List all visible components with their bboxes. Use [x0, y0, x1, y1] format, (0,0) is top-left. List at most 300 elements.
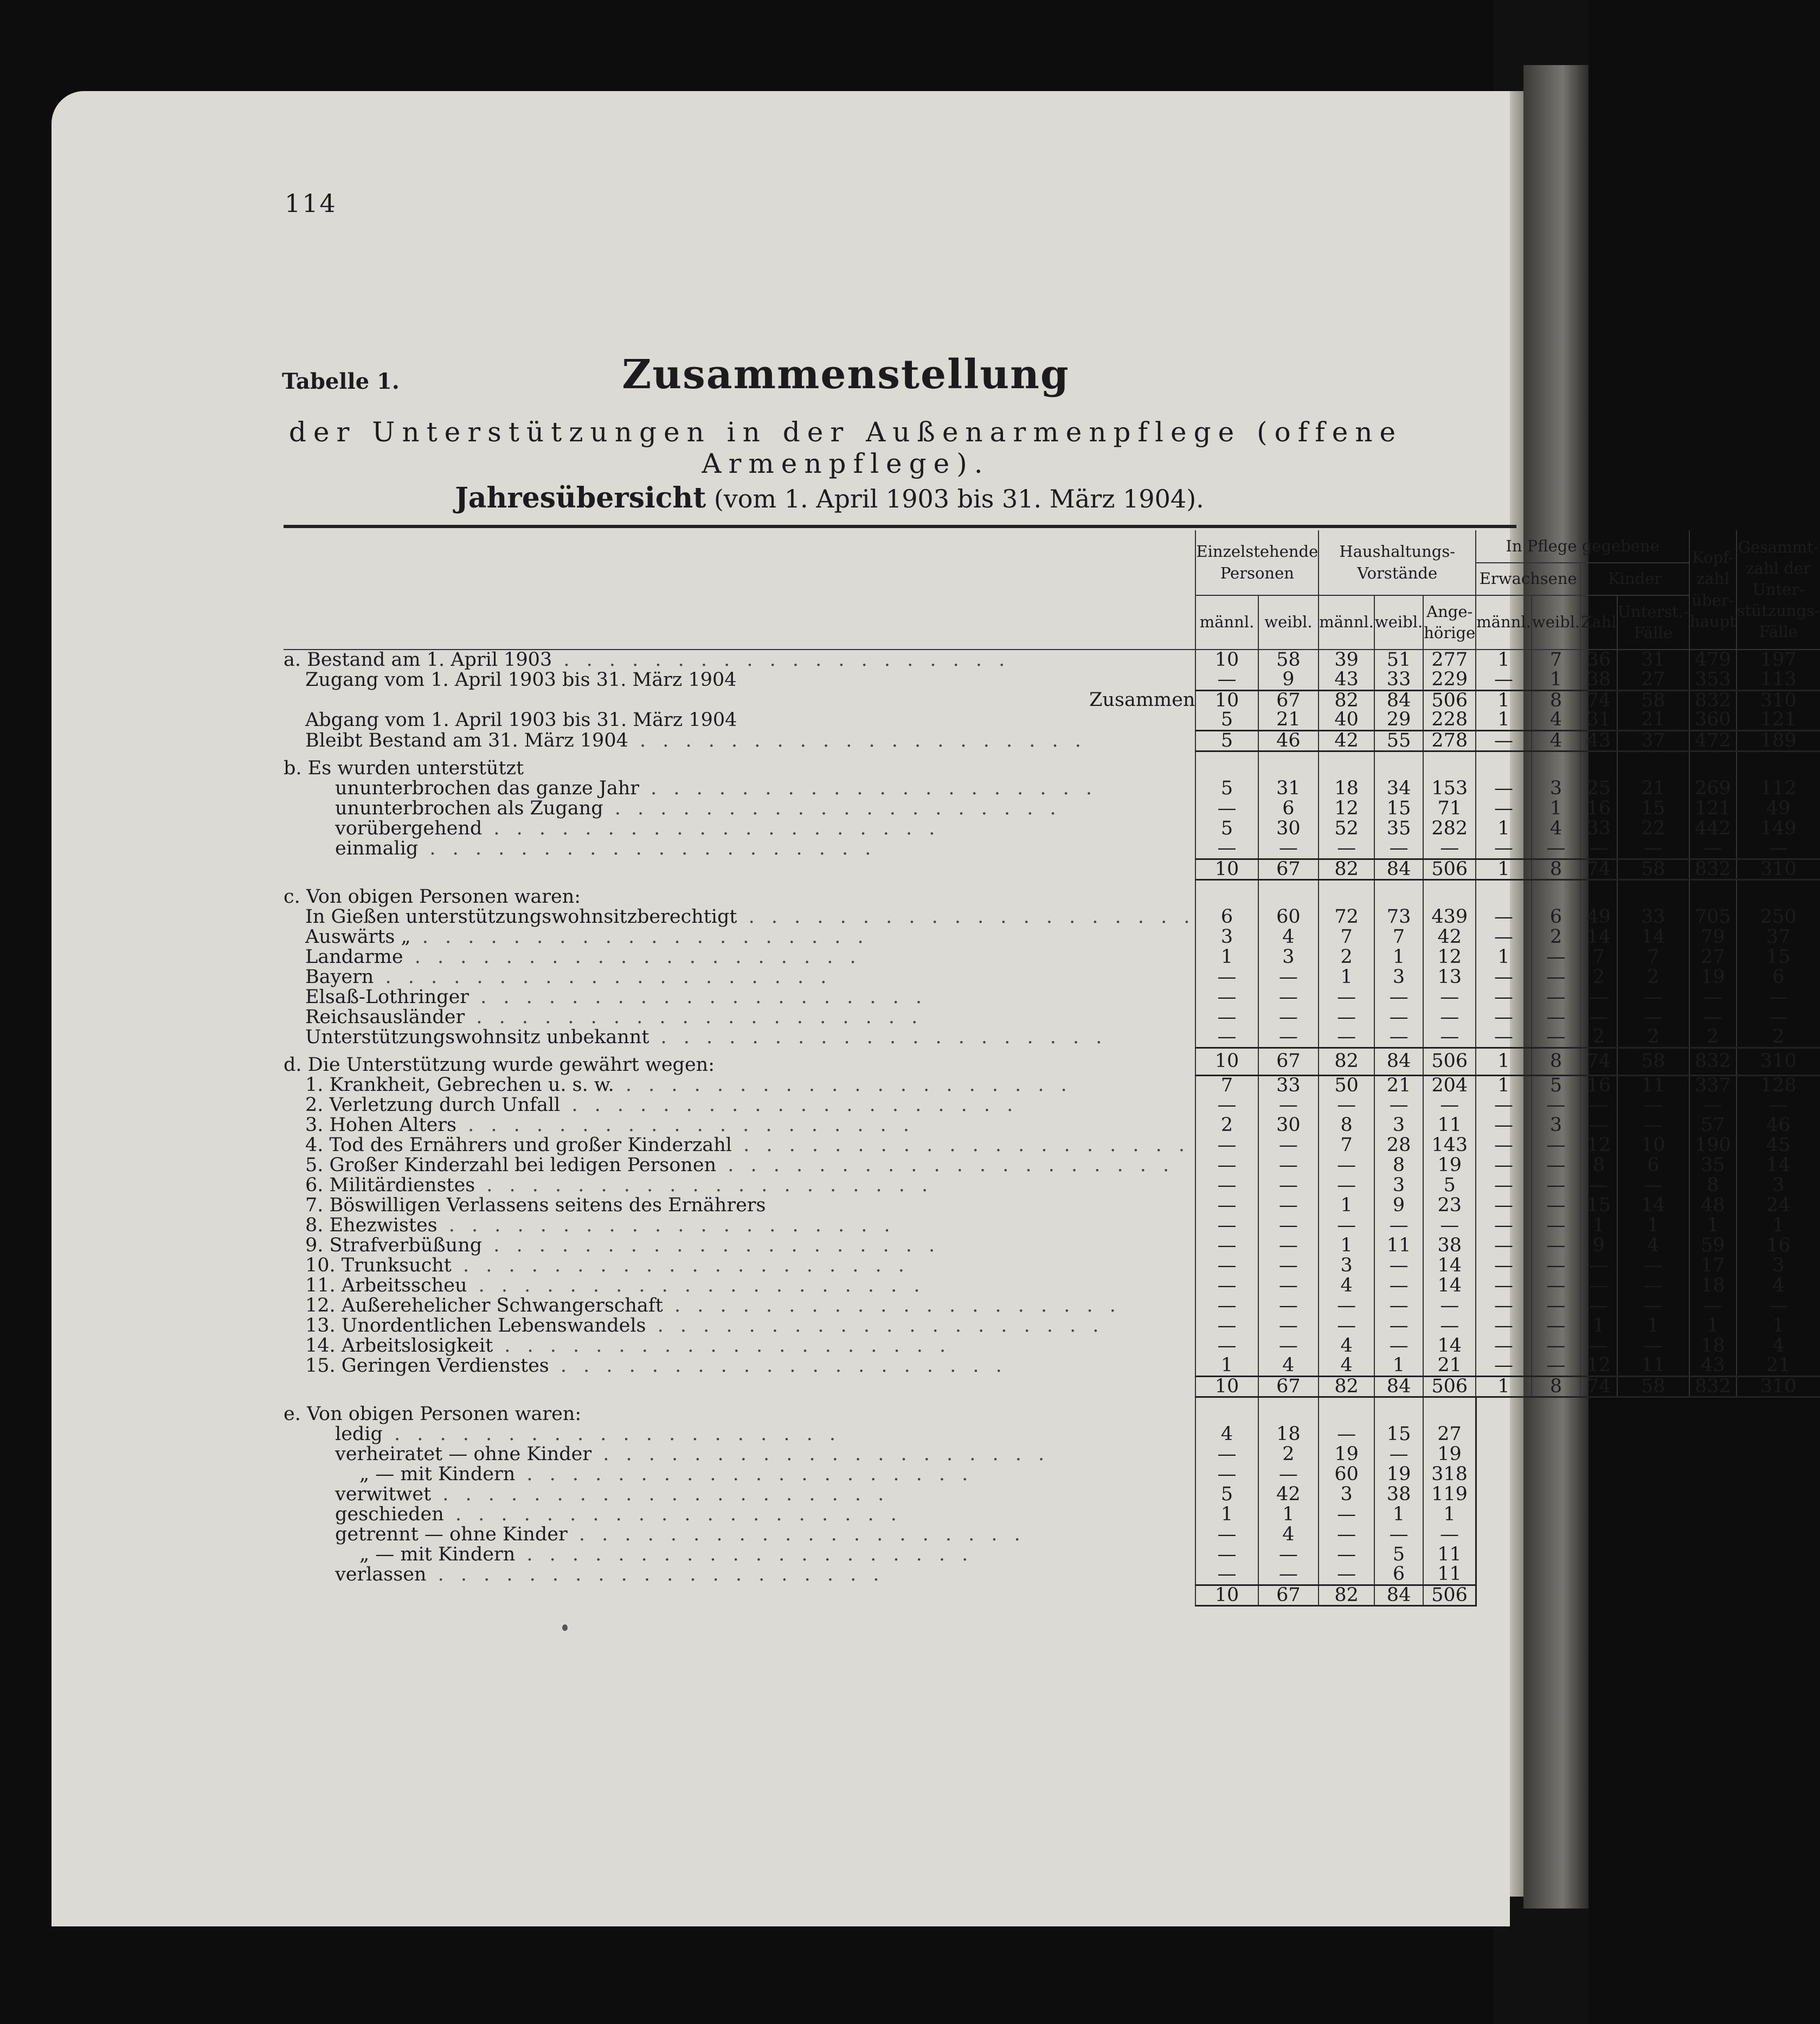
- table-cell: 67: [1258, 1585, 1319, 1605]
- row-label: [284, 690, 1195, 710]
- table-cell: 43: [1689, 1356, 1737, 1376]
- table-cell: —: [1476, 1095, 1532, 1115]
- table-cell: —: [1195, 1216, 1258, 1236]
- header-haushaltungsvorstaende: Haushaltungs-Vorstände: [1319, 530, 1476, 595]
- table-cell: 2: [1617, 1027, 1689, 1048]
- table-row: [284, 1444, 1820, 1464]
- leader-dots: . . . . . . . . . . . . . . . . . . . .: [628, 729, 1086, 751]
- table-cell: 2: [1689, 1027, 1737, 1048]
- table-cell: 832: [1689, 859, 1737, 879]
- table-cell: —: [1476, 670, 1532, 690]
- header-maennl-1: männl.: [1195, 595, 1258, 650]
- table-cell: —: [1532, 1155, 1580, 1175]
- table-cell: —: [1319, 1565, 1374, 1585]
- table-cell: 40: [1319, 710, 1374, 730]
- table-row: [284, 1196, 1820, 1216]
- table-cell: 128: [1737, 1075, 1820, 1095]
- row-label: [284, 1135, 1195, 1155]
- table-cell: —: [1532, 1236, 1580, 1256]
- header-kinder: Kinder: [1580, 563, 1689, 595]
- empty-filler: [1476, 1585, 1819, 1605]
- table-cell: 19: [1374, 1464, 1423, 1485]
- table-cell: —: [1258, 1545, 1319, 1565]
- leader-dots: . . . . . . . . . . . . . . . . . . . .: [716, 1154, 1175, 1176]
- table-cell: [1258, 751, 1319, 779]
- row-label: [284, 1525, 1195, 1545]
- table-cell: 60: [1258, 907, 1319, 927]
- table-cell: —: [1423, 1216, 1476, 1236]
- table-cell: [1258, 879, 1319, 907]
- table-row: [284, 1296, 1820, 1316]
- table-cell: 82: [1319, 1048, 1374, 1075]
- table-cell: —: [1532, 1296, 1580, 1316]
- table-cell: —: [1689, 1296, 1737, 1316]
- row-label: [284, 1485, 1195, 1505]
- table-cell: 3: [1737, 1175, 1820, 1196]
- row-label-text: d. Die Unterstützung wurde gewährt wegen:: [284, 1054, 715, 1076]
- table-cell: 7: [1319, 927, 1374, 947]
- table-cell: —: [1258, 1276, 1319, 1296]
- table-cell: 1: [1195, 1356, 1258, 1376]
- table-cell: 439: [1423, 907, 1476, 927]
- table-cell: 51: [1374, 650, 1423, 670]
- table-cell: [1319, 879, 1374, 907]
- ink-speck: [562, 1624, 568, 1631]
- table-row: [284, 690, 1820, 710]
- table-cell: —: [1319, 839, 1374, 859]
- table-cell: 15: [1374, 1424, 1423, 1444]
- table-cell: [1374, 751, 1423, 779]
- table-cell: —: [1258, 1216, 1319, 1236]
- table-row: [284, 1316, 1820, 1336]
- table-cell: —: [1374, 1444, 1423, 1464]
- table-cell: 3: [1374, 1115, 1423, 1135]
- table-cell: [1476, 879, 1532, 907]
- table-cell: 8: [1374, 1155, 1423, 1175]
- row-label: [284, 1565, 1195, 1585]
- row-label: [284, 1444, 1195, 1464]
- table-cell: —: [1195, 1175, 1258, 1196]
- empty-filler: [1476, 1485, 1819, 1505]
- table-cell: 8: [1532, 1048, 1580, 1075]
- table-row: [284, 1075, 1820, 1095]
- table-cell: —: [1532, 1196, 1580, 1216]
- table-cell: —: [1374, 1216, 1423, 1236]
- table-cell: 42: [1319, 730, 1374, 751]
- table-cell: 33: [1617, 907, 1689, 927]
- table-cell: 21: [1258, 710, 1319, 730]
- table-cell: 1: [1689, 1316, 1737, 1336]
- row-label: [284, 730, 1195, 751]
- header-weibl-2: weibl.: [1374, 595, 1423, 650]
- table-cell: 506: [1423, 859, 1476, 879]
- table-cell: 67: [1258, 859, 1319, 879]
- table-cell: —: [1689, 839, 1737, 859]
- row-label: [284, 907, 1195, 927]
- table-cell: 58: [1617, 859, 1689, 879]
- table-cell: —: [1319, 1175, 1374, 1196]
- table-row: [284, 710, 1820, 730]
- table-cell: —: [1195, 1236, 1258, 1256]
- table-cell: 337: [1689, 1075, 1737, 1095]
- table-cell: —: [1319, 1545, 1374, 1565]
- table-cell: 1: [1374, 1505, 1423, 1525]
- header-angehoerige: Ange-hörige: [1423, 595, 1476, 650]
- table-cell: 1: [1423, 1505, 1476, 1525]
- header-kinder-zahl: Zahl: [1580, 595, 1617, 650]
- row-label-text: 14. Arbeitslosigkeit: [305, 1335, 493, 1357]
- leader-dots: . . . . . . . . . . . . . . . . . . . .: [493, 1335, 951, 1357]
- row-label: [284, 1236, 1195, 1256]
- table-cell: [1737, 879, 1820, 907]
- table-cell: 59: [1689, 1236, 1737, 1256]
- table-cell: 6: [1737, 967, 1820, 987]
- row-label: [284, 967, 1195, 987]
- table-cell: 11: [1617, 1075, 1689, 1095]
- leader-dots: . . . . . . . . . . . . . . . . . . . .: [431, 1483, 890, 1505]
- table-cell: 6: [1374, 1565, 1423, 1585]
- row-label-text: vorübergehend: [335, 818, 483, 839]
- row-label-text: Auswärts „: [305, 926, 411, 948]
- table-cell: 84: [1374, 1376, 1423, 1397]
- table-cell: 278: [1423, 730, 1476, 751]
- table-cell: 12: [1580, 1135, 1617, 1155]
- table-cell: 2: [1532, 927, 1580, 947]
- table-cell: 79: [1689, 927, 1737, 947]
- row-label: [284, 1545, 1195, 1565]
- table-cell: 121: [1689, 799, 1737, 819]
- leader-dots: . . . . . . . . . . . . . . . . . . . .: [403, 946, 861, 968]
- table-cell: 4: [1532, 819, 1580, 839]
- table-cell: 29: [1374, 710, 1423, 730]
- table-cell: 38: [1423, 1236, 1476, 1256]
- table-row: [284, 927, 1820, 947]
- leader-dots: . . . . . . . . . . . . . . . . . . . .: [567, 1524, 1026, 1545]
- table-cell: [1689, 879, 1737, 907]
- table-cell: [1374, 879, 1423, 907]
- table-cell: —: [1374, 1296, 1423, 1316]
- row-label-text: 6. Militärdienstes: [305, 1174, 475, 1196]
- table-cell: 832: [1689, 1376, 1737, 1397]
- table-cell: 19: [1319, 1444, 1374, 1464]
- table-cell: 84: [1374, 859, 1423, 879]
- table-cell: 58: [1617, 690, 1689, 710]
- table-label: Tabelle 1.: [282, 369, 400, 394]
- row-label: [284, 987, 1195, 1007]
- row-label: [284, 927, 1195, 947]
- leader-dots: . . . . . . . . . . . . . . . . . . . .: [591, 1443, 1050, 1465]
- table-cell: —: [1374, 839, 1423, 859]
- table-cell: —: [1476, 1196, 1532, 1216]
- table-cell: —: [1617, 1336, 1689, 1356]
- leader-dots: . . . . . . . . . . . . . . . . . . . .: [426, 1564, 885, 1585]
- table-cell: 35: [1374, 819, 1423, 839]
- row-label: [284, 1376, 1195, 1397]
- table-row: [284, 670, 1820, 690]
- table-cell: 1: [1374, 947, 1423, 967]
- table-cell: 4: [1195, 1424, 1258, 1444]
- table-cell: 43: [1319, 670, 1374, 690]
- table-cell: 9: [1580, 1236, 1617, 1256]
- table-cell: 15: [1737, 947, 1820, 967]
- row-label: [284, 710, 1195, 730]
- table-cell: 4: [1319, 1356, 1374, 1376]
- table-cell: 14: [1580, 927, 1617, 947]
- table-cell: 1: [1580, 1316, 1617, 1336]
- table-cell: 310: [1737, 1048, 1820, 1075]
- table-cell: —: [1319, 1007, 1374, 1027]
- table-cell: 37: [1617, 730, 1689, 751]
- table-cell: [1195, 1397, 1258, 1424]
- table-row: [284, 839, 1820, 859]
- row-label: [284, 799, 1195, 819]
- row-label-text: Reichsausländer: [305, 1006, 465, 1028]
- table-cell: 353: [1689, 670, 1737, 690]
- table-cell: 1: [1476, 1075, 1532, 1095]
- table-row: [284, 1464, 1820, 1485]
- table-cell: 4: [1258, 927, 1319, 947]
- table-cell: [1319, 1397, 1374, 1424]
- table-cell: [1532, 879, 1580, 907]
- table-cell: —: [1476, 1236, 1532, 1256]
- table-cell: —: [1195, 1565, 1258, 1585]
- table-cell: —: [1476, 779, 1532, 799]
- row-label-text: 4. Tod des Ernährers und großer Kinderzahl: [305, 1134, 732, 1156]
- table-cell: 18: [1689, 1336, 1737, 1356]
- table-cell: 33: [1580, 819, 1617, 839]
- row-label: [284, 1424, 1195, 1444]
- row-label-text: 9. Strafverbüßung: [305, 1235, 483, 1256]
- table-cell: 42: [1423, 927, 1476, 947]
- table-cell: 27: [1617, 670, 1689, 690]
- table-cell: 113: [1737, 670, 1820, 690]
- leader-dots: . . . . . . . . . . . . . . . . . . . .: [549, 1355, 1007, 1377]
- table-cell: —: [1580, 839, 1617, 859]
- table-cell: —: [1476, 839, 1532, 859]
- table-cell: 11: [1423, 1545, 1476, 1565]
- table-cell: 5: [1195, 1485, 1258, 1505]
- table-cell: —: [1423, 1095, 1476, 1115]
- row-label: [284, 1505, 1195, 1525]
- table-cell: —: [1476, 927, 1532, 947]
- table-row: [284, 730, 1820, 751]
- table-cell: 7: [1532, 650, 1580, 670]
- table-cell: 14: [1423, 1256, 1476, 1276]
- table-cell: —: [1580, 1095, 1617, 1115]
- row-label: [284, 1356, 1195, 1376]
- table-cell: —: [1476, 1216, 1532, 1236]
- table-cell: 8: [1532, 859, 1580, 879]
- table-cell: 3: [1319, 1485, 1374, 1505]
- table-cell: 21: [1617, 779, 1689, 799]
- table-cell: 14: [1423, 1336, 1476, 1356]
- table-cell: 58: [1617, 1048, 1689, 1075]
- table-cell: —: [1374, 987, 1423, 1007]
- table-cell: —: [1258, 1336, 1319, 1356]
- table-row: [284, 751, 1820, 779]
- table-cell: —: [1258, 1256, 1319, 1276]
- table-cell: —: [1319, 1525, 1374, 1545]
- table-row: [284, 650, 1820, 670]
- table-cell: 4: [1319, 1276, 1374, 1296]
- table-cell: 3: [1737, 1256, 1820, 1276]
- row-label-text: verwitwet: [335, 1483, 432, 1505]
- table-cell: 15: [1617, 799, 1689, 819]
- table-cell: 14: [1617, 1196, 1689, 1216]
- table-cell: 8: [1689, 1175, 1737, 1196]
- table-cell: 4: [1737, 1336, 1820, 1356]
- leader-dots: . . . . . . . . . . . . . . . . . . . .: [614, 1074, 1072, 1096]
- table-cell: 12: [1319, 799, 1374, 819]
- table-cell: —: [1423, 1007, 1476, 1027]
- leader-dots: . . . . . . . . . . . . . . . . . . . .: [603, 798, 1062, 819]
- row-label-text: 7. Böswilligen Verlassens seitens des Ernährers: [305, 1194, 766, 1216]
- table-row: [284, 799, 1820, 819]
- table-row: [284, 1048, 1820, 1075]
- table-cell: —: [1476, 1007, 1532, 1027]
- leader-dots: . . . . . . . . . . . . . . . . . . . .: [382, 1423, 841, 1445]
- row-label: [284, 751, 1195, 779]
- table-row: [284, 779, 1820, 799]
- table-cell: 10: [1195, 690, 1258, 710]
- table-cell: 5: [1374, 1545, 1423, 1565]
- row-label: [284, 879, 1195, 907]
- table-cell: —: [1532, 1276, 1580, 1296]
- table-cell: —: [1258, 1464, 1319, 1485]
- table-cell: —: [1258, 1565, 1319, 1585]
- table-cell: —: [1476, 1135, 1532, 1155]
- row-label: [284, 839, 1195, 859]
- table-cell: 23: [1423, 1196, 1476, 1216]
- table-cell: —: [1580, 1175, 1617, 1196]
- table-cell: —: [1689, 1095, 1737, 1115]
- table-row: [284, 879, 1820, 907]
- table-cell: 2: [1580, 1027, 1617, 1048]
- table-cell: 43: [1580, 730, 1617, 751]
- table-cell: —: [1580, 1276, 1617, 1296]
- row-label-text: Zugang vom 1. April 1903 bis 31. März 1904: [305, 669, 737, 691]
- table-cell: 1: [1476, 947, 1532, 967]
- table-cell: —: [1258, 987, 1319, 1007]
- table-cell: —: [1532, 1027, 1580, 1048]
- table-cell: 11: [1617, 1356, 1689, 1376]
- table-cell: —: [1476, 907, 1532, 927]
- table-cell: —: [1258, 839, 1319, 859]
- table-cell: 16: [1737, 1236, 1820, 1256]
- table-cell: 5: [1195, 710, 1258, 730]
- table-cell: 10: [1195, 859, 1258, 879]
- table-cell: 21: [1617, 710, 1689, 730]
- table-row: [284, 1336, 1820, 1356]
- row-label-text: ununterbrochen als Zugang: [335, 798, 603, 819]
- row-label: [284, 1155, 1195, 1175]
- table-cell: —: [1580, 1296, 1617, 1316]
- table-cell: 442: [1689, 819, 1737, 839]
- row-label-text: 15. Geringen Verdienstes: [305, 1355, 549, 1377]
- table-cell: 7: [1374, 927, 1423, 947]
- table-cell: —: [1319, 1095, 1374, 1115]
- table-cell: 6: [1617, 1155, 1689, 1175]
- table-cell: —: [1737, 1007, 1820, 1027]
- table-cell: [1580, 879, 1617, 907]
- leader-dots: . . . . . . . . . . . . . . . . . . . .: [451, 1255, 910, 1276]
- table-cell: —: [1737, 987, 1820, 1007]
- table-row: [284, 967, 1820, 987]
- table-cell: [1195, 751, 1258, 779]
- table-cell: 228: [1423, 710, 1476, 730]
- table-cell: —: [1423, 1027, 1476, 1048]
- table-cell: 2: [1195, 1115, 1258, 1135]
- table-cell: —: [1195, 799, 1258, 819]
- table-cell: —: [1195, 1135, 1258, 1155]
- table-cell: 1: [1617, 1216, 1689, 1236]
- table-cell: —: [1195, 1444, 1258, 1464]
- table-cell: 10: [1617, 1135, 1689, 1155]
- table-cell: 31: [1580, 710, 1617, 730]
- table-cell: —: [1423, 1296, 1476, 1316]
- table-cell: —: [1532, 1095, 1580, 1115]
- table-cell: 121: [1737, 710, 1820, 730]
- table-cell: —: [1195, 1525, 1258, 1545]
- table-cell: 479: [1689, 650, 1737, 670]
- table-cell: 31: [1617, 650, 1689, 670]
- table-cell: 25: [1580, 779, 1617, 799]
- table-cell: 705: [1689, 907, 1737, 927]
- table-cell: —: [1580, 987, 1617, 1007]
- table-cell: 24: [1737, 1196, 1820, 1216]
- table-cell: 82: [1319, 1376, 1374, 1397]
- table-cell: 35: [1689, 1155, 1737, 1175]
- table-cell: —: [1195, 670, 1258, 690]
- table-row: [284, 1356, 1820, 1376]
- table-cell: —: [1374, 1256, 1423, 1276]
- table-cell: 6: [1532, 907, 1580, 927]
- row-label-text: Unterstützungswohnsitz unbekannt: [305, 1026, 649, 1048]
- table-cell: 1: [1258, 1505, 1319, 1525]
- year-overview-bold: Jahresübersicht: [455, 481, 706, 515]
- table-cell: —: [1195, 1316, 1258, 1336]
- table-cell: 14: [1617, 927, 1689, 947]
- row-label: [284, 670, 1195, 690]
- table-cell: —: [1617, 1007, 1689, 1027]
- leader-dots: . . . . . . . . . . . . . . . . . . . .: [418, 838, 877, 859]
- table-cell: —: [1374, 1276, 1423, 1296]
- table-cell: —: [1617, 1256, 1689, 1276]
- table-cell: 269: [1689, 779, 1737, 799]
- table-cell: —: [1476, 1356, 1532, 1376]
- row-label: [284, 1585, 1195, 1605]
- table-cell: 34: [1374, 779, 1423, 799]
- table-cell: 33: [1374, 670, 1423, 690]
- row-label: [284, 1316, 1195, 1336]
- table-row: [284, 907, 1820, 927]
- table-cell: 250: [1737, 907, 1820, 927]
- table-cell: 4: [1617, 1236, 1689, 1256]
- row-label-text: b. Es wurden unterstützt: [284, 757, 524, 779]
- table-cell: —: [1617, 1296, 1689, 1316]
- row-label-text: In Gießen unterstützungswohnsitzberechtigt: [305, 906, 737, 928]
- table-cell: —: [1476, 987, 1532, 1007]
- table-cell: 10: [1195, 1048, 1258, 1075]
- table-cell: 74: [1580, 1376, 1617, 1397]
- table-cell: 6: [1258, 799, 1319, 819]
- row-label-text: 1. Krankheit, Gebrechen u. s. w.: [305, 1074, 614, 1096]
- statistics-table-wrapper: [284, 525, 1820, 1607]
- table-cell: —: [1374, 1525, 1423, 1545]
- table-cell: 4: [1532, 710, 1580, 730]
- table-cell: [1423, 879, 1476, 907]
- table-cell: —: [1580, 1115, 1617, 1135]
